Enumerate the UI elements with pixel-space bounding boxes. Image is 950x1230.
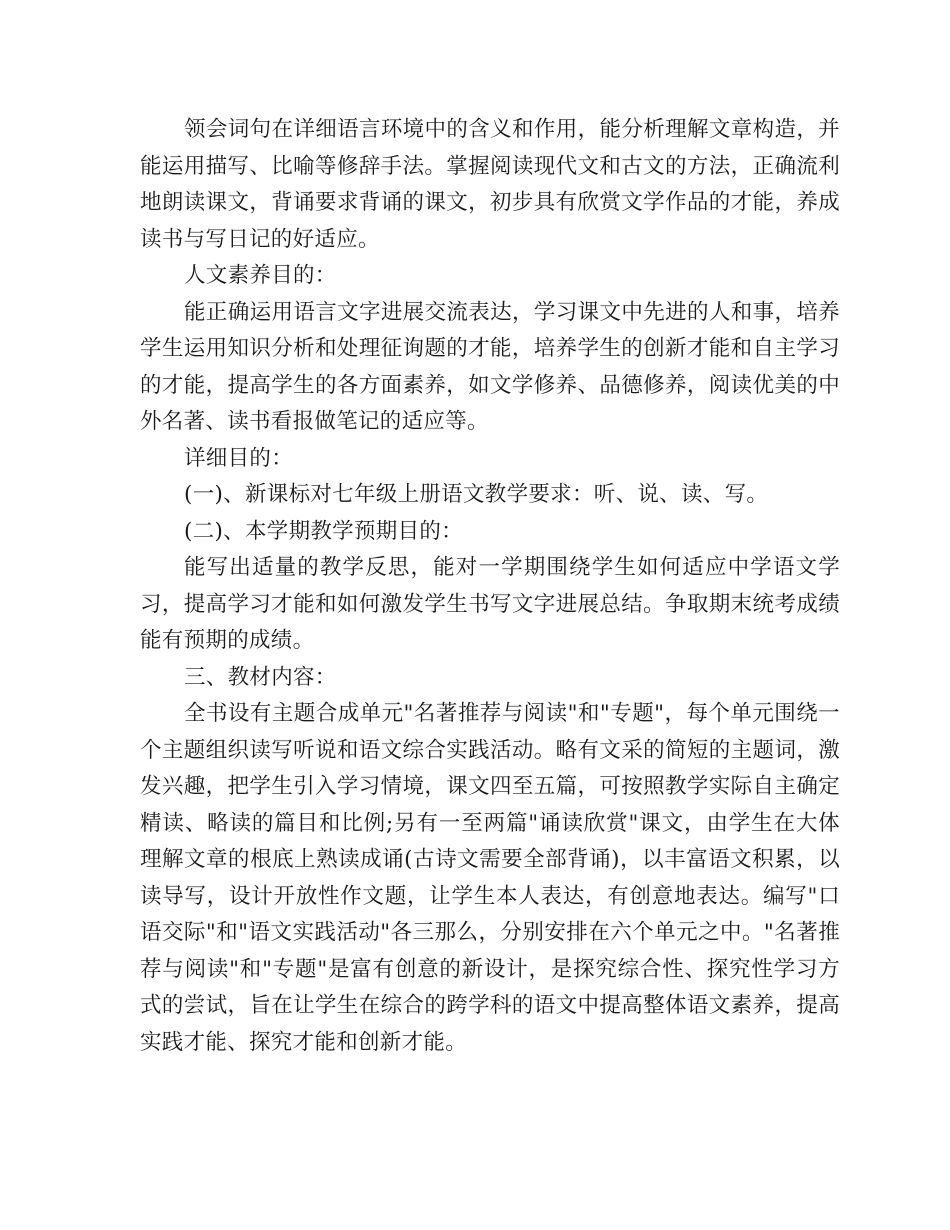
paragraph-expected-goals: 能写出适量的教学反思，能对一学期围绕学生如何适应中学语文学习，提高学习才能和如何激发学生书写文字进展总结。争取期末统考成绩能有预期的成绩。 [140,555,840,653]
document-body [140,112,840,1061]
heading-humanities-goals: 人文素养目的： [184,263,337,288]
heading-detailed-goals: 详细目的： [184,445,294,471]
paragraph-reading-goals: 领会词句在详细语言环境中的含义和作用，能分析理解文章构造，并能运用描写、比喻等修辞手法。掌握阅读现代文和古文的方法，正确流利地朗读课文，背诵要求背诵的课文，初步具有欣赏文学作品的才能，养成读书与写日记的好适应。 [140,117,840,252]
paragraph-humanities-goals: 能正确运用语言文字进展交流表达，学习课文中先进的人和事，培养学生运用知识分析和处理征询题的才能，培养学生的创新才能和自主学习的才能，提高学生的各方面素养，如文学修养、品德修养，阅读优美的中外名著、读书看报做笔记的适应等。 [140,299,840,434]
list-item-requirements: (一)、新课标对七年级上册语文教学要求：听、说、读、写。 [184,482,769,507]
heading-textbook-content: 三、教材内容： [184,664,337,690]
paragraph-textbook-content: 全书设有主题合成单元"名著推荐与阅读"和"专题"，每个单元围绕一个主题组织读写听说和语文综合实践活动。略有文采的简短的主题词，激发兴趣，把学生引入学习情境，课文四至五篇，可按照教学实际自主确定精读、略读的篇目和比例;另有一至两篇"诵读欣赏"课文，由学生在大体理解文章的根底上熟读成诵(古诗文需要全部背诵)，以丰富语文积累，以读导写，设计开放性作文题，让学生本人表达，有创意地表达。编写"口语交际"和"语文实践活动"各三那么，分别安排在六个单元之中。"名著推荐与阅读"和"专题"是富有创意的新设计，是探究综合性、探究性学习方式的尝试，旨在让学生在综合的跨学科的语文中提高整体语文素养，提高实践才能、探究才能和创新才能。 [140,701,840,1055]
list-item-expected-goals: (二)、本学期教学预期目的： [184,518,463,544]
